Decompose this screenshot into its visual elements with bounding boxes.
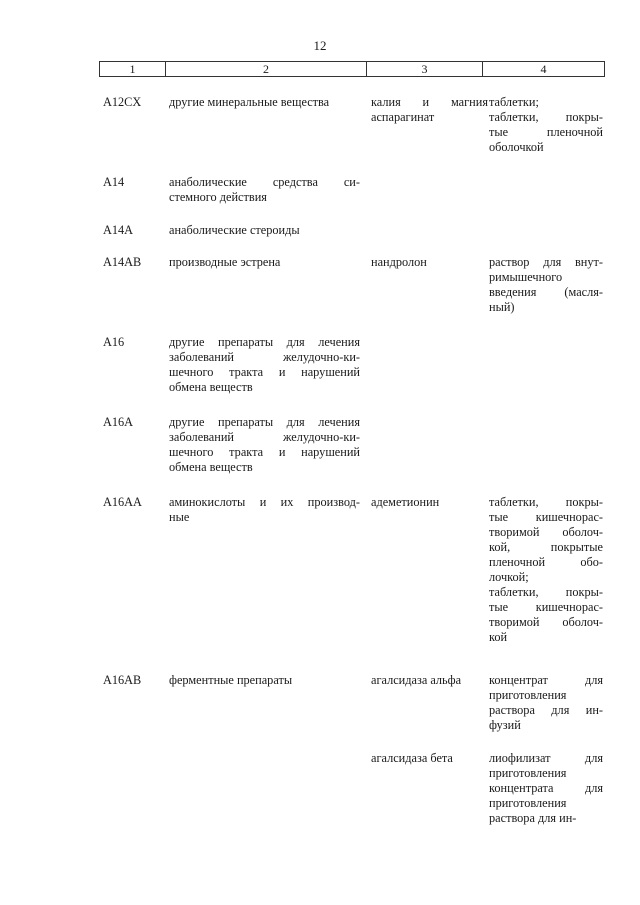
anatomical-group: [169, 335, 360, 395]
active-substance: [371, 495, 488, 510]
dosage-form-line: раствора для ин-: [489, 811, 577, 825]
dosage-form-line: введения (масля-: [489, 285, 603, 299]
dosage-form-line: ный): [489, 300, 515, 314]
dosage-form: [489, 751, 603, 826]
anatomical-group-line: заболеваний желудочно-ки-: [169, 430, 360, 444]
active-substance-line: калия и магния: [371, 95, 488, 109]
dosage-form: [489, 95, 603, 155]
dosage-form-line: таблетки;: [489, 95, 539, 109]
anatomical-group: [169, 673, 360, 688]
active-substance-line: агалсидаза бета: [371, 751, 453, 765]
dosage-form-line: тые кишечнорас-: [489, 600, 603, 614]
atc-code: [103, 255, 169, 270]
dosage-form-line: творимой оболоч-: [489, 615, 603, 629]
anatomical-group-line: ные: [169, 510, 190, 524]
column-header-1: 1: [100, 62, 166, 77]
anatomical-group: [169, 95, 360, 110]
dosage-form-line: раствор для внут-: [489, 255, 603, 269]
anatomical-group-line: стемного действия: [169, 190, 267, 204]
active-substance-line: адеметионин: [371, 495, 440, 509]
column-header-table: [99, 61, 605, 77]
atc-code-text: A16A: [103, 415, 134, 429]
dosage-form-line: творимой оболоч-: [489, 525, 603, 539]
atc-code: [103, 415, 169, 430]
dosage-form-line: лочкой;: [489, 570, 529, 584]
table-row: [103, 495, 603, 645]
anatomical-group-line: другие минеральные вещества: [169, 95, 330, 109]
dosage-form-line: лиофилизат для: [489, 751, 603, 765]
anatomical-group-line: заболеваний желудочно-ки-: [169, 350, 360, 364]
anatomical-group-line: аминокислоты и их производ-: [169, 495, 360, 509]
dosage-form: [489, 255, 603, 315]
active-substance-line: аспарагинат: [371, 110, 435, 124]
dosage-form-line: тые пленочной: [489, 125, 603, 139]
dosage-form: [489, 673, 603, 733]
atc-code: [103, 495, 169, 510]
anatomical-group-line: производные эстрена: [169, 255, 281, 269]
atc-code-text: A16: [103, 335, 125, 349]
active-substance-line: нандролон: [371, 255, 427, 269]
anatomical-group-line: обмена веществ: [169, 460, 253, 474]
atc-code-text: A12CX: [103, 95, 142, 109]
table-row: [103, 335, 603, 395]
atc-code-text: A14A: [103, 223, 134, 237]
column-header-3: 3: [367, 62, 483, 77]
active-substance: [371, 95, 488, 125]
anatomical-group: [169, 415, 360, 475]
dosage-form-line: таблетки, покры-: [489, 585, 603, 599]
dosage-form-line: приготовления: [489, 796, 567, 810]
atc-code-text: A14: [103, 175, 125, 189]
anatomical-group-line: ферментные препараты: [169, 673, 293, 687]
dosage-form-line: пленочной обо-: [489, 555, 603, 569]
dosage-form-line: таблетки, покры-: [489, 110, 603, 124]
dosage-form-line: фузий: [489, 718, 521, 732]
table-row: [103, 223, 603, 238]
anatomical-group-line: шечного тракта и нарушений: [169, 445, 360, 459]
anatomical-group-line: другие препараты для лечения: [169, 415, 360, 429]
atc-code-text: A16AA: [103, 495, 142, 509]
dosage-form-line: концентрата для: [489, 781, 603, 795]
atc-code: [103, 175, 169, 190]
anatomical-group-line: анаболические стероиды: [169, 223, 300, 237]
active-substance-line: агалсидаза альфа: [371, 673, 462, 687]
column-header-2: 2: [166, 62, 367, 77]
anatomical-group: [169, 495, 360, 525]
column-header-row: [100, 62, 605, 77]
atc-code-text: A14AB: [103, 255, 142, 269]
table-row: [103, 95, 603, 155]
anatomical-group-line: обмена веществ: [169, 380, 253, 394]
atc-code: [103, 95, 169, 110]
atc-code: [103, 673, 169, 688]
table-row: [103, 415, 603, 475]
active-substance: [371, 255, 488, 270]
dosage-form-line: раствора для ин-: [489, 703, 603, 717]
anatomical-group-line: шечного тракта и нарушений: [169, 365, 360, 379]
active-substance: [371, 673, 488, 688]
table-row: [103, 673, 603, 733]
atc-code-text: A16AB: [103, 673, 142, 687]
atc-code: [103, 223, 169, 238]
dosage-form-line: тые кишечнорас-: [489, 510, 603, 524]
anatomical-group: [169, 175, 360, 205]
anatomical-group-line: анаболические средства си-: [169, 175, 360, 189]
table-row: [103, 751, 603, 826]
page-number: 12: [313, 38, 327, 53]
table-row: [103, 175, 603, 205]
atc-code: [103, 335, 169, 350]
dosage-form-line: кой: [489, 630, 508, 644]
anatomical-group: [169, 255, 360, 270]
dosage-form-line: приготовления: [489, 766, 567, 780]
anatomical-group: [169, 223, 360, 238]
active-substance: [371, 751, 488, 766]
column-header-4: 4: [483, 62, 605, 77]
dosage-form-line: оболочкой: [489, 140, 544, 154]
anatomical-group-line: другие препараты для лечения: [169, 335, 360, 349]
dosage-form-line: кой, покрытые: [489, 540, 603, 554]
table-row: [103, 255, 603, 315]
dosage-form-line: римышечного: [489, 270, 563, 284]
dosage-form: [489, 495, 603, 645]
dosage-form-line: концентрат для: [489, 673, 603, 687]
dosage-form-line: таблетки, покры-: [489, 495, 603, 509]
dosage-form-line: приготовления: [489, 688, 567, 702]
